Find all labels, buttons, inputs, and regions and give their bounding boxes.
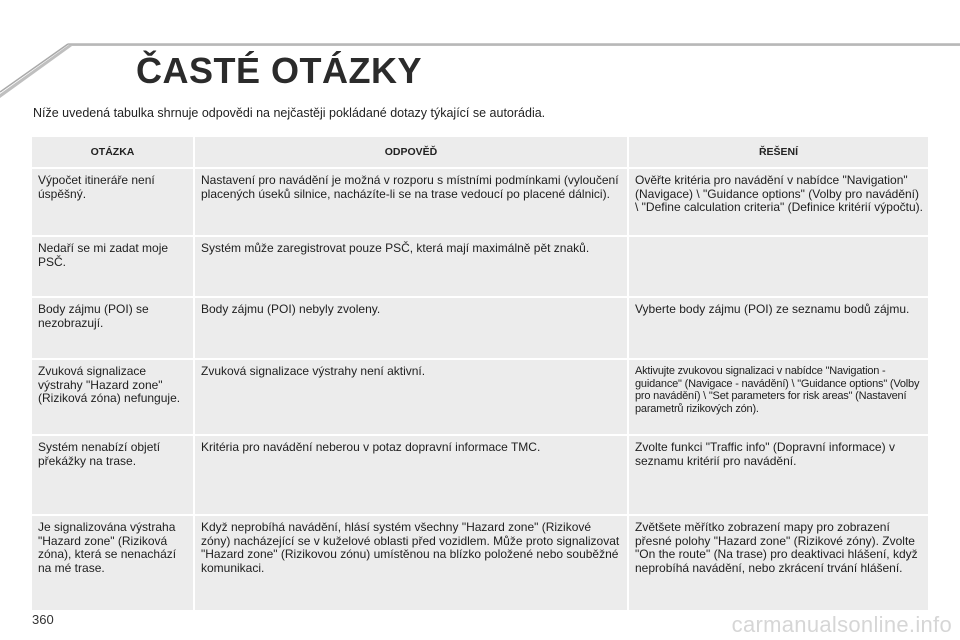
question-cell: Systém nenabízí objetí překážky na trase.	[32, 435, 194, 515]
answer-cell: Zvuková signalizace výstrahy není aktivní.	[194, 359, 628, 435]
table-row	[32, 515, 928, 610]
column-header-solution: ŘEŠENÍ	[628, 137, 928, 168]
watermark: carmanualsonline.info	[731, 612, 952, 637]
column-header-question: OTÁZKA	[32, 137, 194, 168]
answer-cell: Body zájmu (POI) nebyly zvoleny.	[194, 297, 628, 359]
answer-cell: Když neprobíhá navádění, hlásí systém všechny "Hazard zone" (Rizikové zóny) nacházející se v kuželové oblasti před vozidlem. Může proto signalizovat "Hazard zone" (Rizikovou zónu) umístěnou na blízko položené nebo souběžné komunikaci.	[194, 515, 628, 610]
question-cell: Zvuková signalizace výstrahy "Hazard zone" (Riziková zóna) nefunguje.	[32, 359, 194, 435]
solution-cell	[628, 236, 928, 297]
answer-cell: Kritéria pro navádění neberou v potaz dopravní informace TMC.	[194, 435, 628, 515]
faq-table	[32, 137, 928, 610]
solution-cell: Ověřte kritéria pro navádění v nabídce "Navigation" (Navigace) \ "Guidance options" (Volby pro navádění) \ "Define calculation criteria" (Definice kritérií výpočtu).	[628, 168, 928, 236]
table-row	[32, 236, 928, 297]
question-cell: Výpočet itineráře není úspěšný.	[32, 168, 194, 236]
page-title: ČASTÉ OTÁZKY	[136, 50, 423, 91]
answer-cell: Nastavení pro navádění je možná v rozporu s místními podmínkami (vyloučení placených úseků silnice, nacházíte-li se na trase vedoucí po placené dálnici).	[194, 168, 628, 236]
question-cell: Nedaří se mi zadat moje PSČ.	[32, 236, 194, 297]
solution-cell: Vyberte body zájmu (POI) ze seznamu bodů zájmu.	[628, 297, 928, 359]
table-row	[32, 168, 928, 236]
page-number: 360	[32, 612, 54, 627]
table-row	[32, 435, 928, 515]
column-header-answer: ODPOVĚĎ	[194, 137, 628, 168]
solution-cell: Zvětšete měřítko zobrazení mapy pro zobrazení přesné polohy "Hazard zone" (Rizikové zóny). Zvolte "On the route" (Na trase) pro deaktivaci hlášení, když neprobíhá navádění, nebo zkrácení trvání hlášení.	[628, 515, 928, 610]
answer-cell: Systém může zaregistrovat pouze PSČ, která mají maximálně pět znaků.	[194, 236, 628, 297]
table-row	[32, 359, 928, 435]
solution-cell: Zvolte funkci "Traffic info" (Dopravní informace) v seznamu kritérií pro navádění.	[628, 435, 928, 515]
table-header-row	[32, 137, 928, 168]
question-cell: Body zájmu (POI) se nezobrazují.	[32, 297, 194, 359]
solution-cell: Aktivujte zvukovou signalizaci v nabídce "Navigation - guidance" (Navigace - navádění) \ "Guidance options" (Volby pro navádění) \ "Set parameters for risk areas" (Nastavení parametrů rizikových zón).	[628, 359, 928, 435]
question-cell: Je signalizována výstraha "Hazard zone" (Riziková zóna), která se nenachází na mé trase.	[32, 515, 194, 610]
table-row	[32, 297, 928, 359]
intro-text: Níže uvedená tabulka shrnuje odpovědi na nejčastěji pokládané dotazy týkající se autorádia.	[33, 106, 546, 120]
